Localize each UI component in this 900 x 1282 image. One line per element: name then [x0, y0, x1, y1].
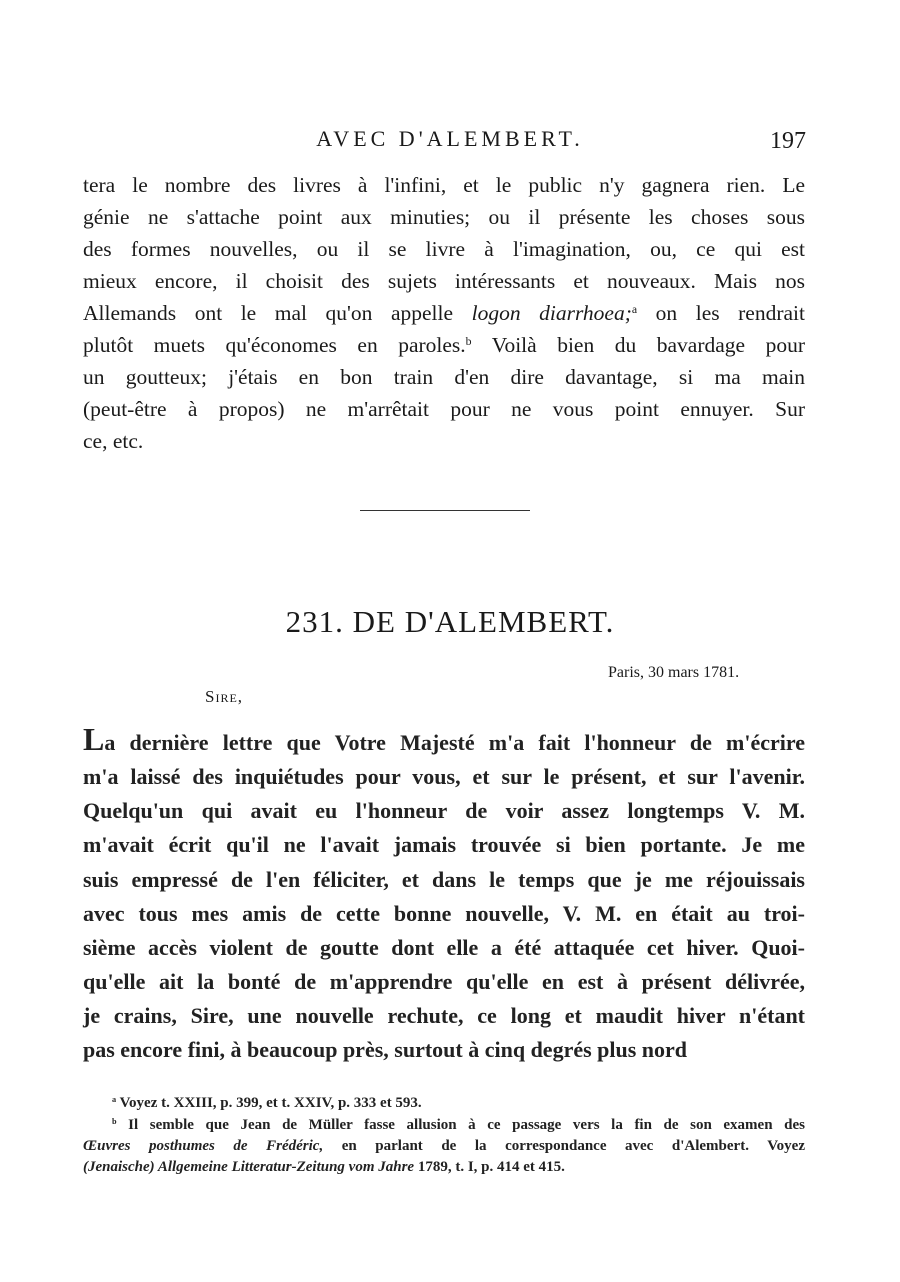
letter-title: 231. DE D'ALEMBERT. [285, 604, 615, 639]
text-segment: (Jenaische) Allgemeine Litteratur-Zeitung vom Jahre [83, 1159, 415, 1175]
text-segment: logon diarrhoea; [471, 301, 632, 325]
letter-line [83, 795, 805, 827]
letter-line [83, 721, 805, 759]
text-segment: des formes nouvelles, ou il se livre à l'imagination, ou, ce qui est [83, 237, 805, 261]
text-segment: Voilà bien du bavardage pour [471, 333, 805, 357]
running-title: AVEC D'ALEMBERT. [316, 126, 584, 151]
text-segment: un goutteux; j'étais en bon train d'en dire davantage, si ma main [83, 365, 805, 389]
footnote-line [112, 1115, 805, 1136]
letter-line [83, 829, 805, 861]
page-number: 197 [770, 128, 806, 154]
footnote-marker: a [631, 301, 638, 316]
text-segment: sième accès violent de goutte dont elle a été attaquée cet hiver. Quoi- [83, 935, 805, 960]
paragraph-line [83, 234, 805, 264]
text-segment: Voyez t. XXIII, p. 399, et t. XXIV, p. 333 et 593. [116, 1095, 422, 1111]
text-segment: a dernière lettre que Votre Majesté m'a fait l'honneur de m'écrire [104, 730, 805, 755]
letter-line [83, 932, 805, 964]
text-segment: en parlant de la correspondance avec d'Alembert. Voyez [323, 1138, 805, 1154]
text-segment: on les rendrait [637, 301, 806, 325]
text-segment: avec tous mes amis de cette bonne nouvelle, V. M. en était au troi- [83, 901, 805, 926]
text-segment: 1789, t. I, p. 414 et 415. [414, 1159, 565, 1175]
text-segment: m'avait écrit qu'il ne l'avait jamais trouvée si bien portante. Je me [83, 832, 805, 857]
drop-cap: L [83, 721, 105, 757]
letter-line [83, 1034, 805, 1066]
text-segment: suis empressé de l'en féliciter, et dans le temps que je me réjouissais [83, 867, 805, 892]
text-segment: mieux encore, il choisit des sujets intéressants et nouveaux. Mais nos [83, 269, 805, 293]
paragraph-line [83, 426, 805, 456]
text-segment: pas encore fini, à beaucoup près, surtout à cinq degrés plus nord [83, 1037, 688, 1062]
text-segment: qu'elle ait la bonté de m'apprendre qu'elle en est à présent délivrée, [83, 969, 805, 994]
footnote-line [112, 1093, 805, 1114]
text-segment: m'a laissé des inquiétudes pour vous, et sur le présent, et sur l'avenir. [83, 764, 805, 789]
text-segment: (peut-être à propos) ne m'arrêtait pour ne vous point ennuyer. Sur [83, 397, 805, 421]
letter-date: Paris, 30 mars 1781. [608, 664, 740, 681]
letter-line [83, 898, 805, 930]
footnote-line [83, 1136, 805, 1157]
paragraph-line [83, 170, 805, 200]
text-segment: je crains, Sire, une nouvelle rechute, ce long et maudit hiver n'étant [83, 1003, 805, 1028]
footnote-marker: b [465, 333, 472, 348]
footnote-line [83, 1157, 805, 1178]
paragraph-line [83, 362, 805, 392]
paragraph-line [83, 266, 805, 296]
letter-line [83, 966, 805, 998]
letter-line [83, 1000, 805, 1032]
text-segment: Œuvres posthumes de Frédéric, [83, 1138, 324, 1154]
footnote-marker: b [112, 1117, 117, 1127]
letter-line [83, 864, 805, 896]
paragraph-line [83, 202, 805, 232]
paragraph-line [83, 330, 805, 360]
letter-line [83, 761, 805, 793]
letter-salutation: Sire, [205, 687, 244, 706]
text-segment: Il semble que Jean de Müller fasse allusion à ce passage vers la fin de son examen des [116, 1117, 805, 1133]
footnote-marker: a [112, 1095, 117, 1105]
paragraph-line [83, 298, 805, 328]
text-segment: Allemands ont le mal qu'on appelle [83, 301, 472, 325]
text-segment: Quelqu'un qui avait eu l'honneur de voir assez longtemps V. M. [83, 798, 805, 823]
text-segment: génie ne s'attache point aux minuties; ou il présente les choses sous [83, 205, 805, 229]
text-segment: tera le nombre des livres à l'infini, et le public n'y gagnera rien. Le [83, 173, 805, 197]
paragraph-line [83, 394, 805, 424]
text-segment: ce, etc. [83, 429, 144, 453]
section-divider [360, 510, 530, 511]
text-segment: plutôt muets qu'économes en paroles. [83, 333, 466, 357]
